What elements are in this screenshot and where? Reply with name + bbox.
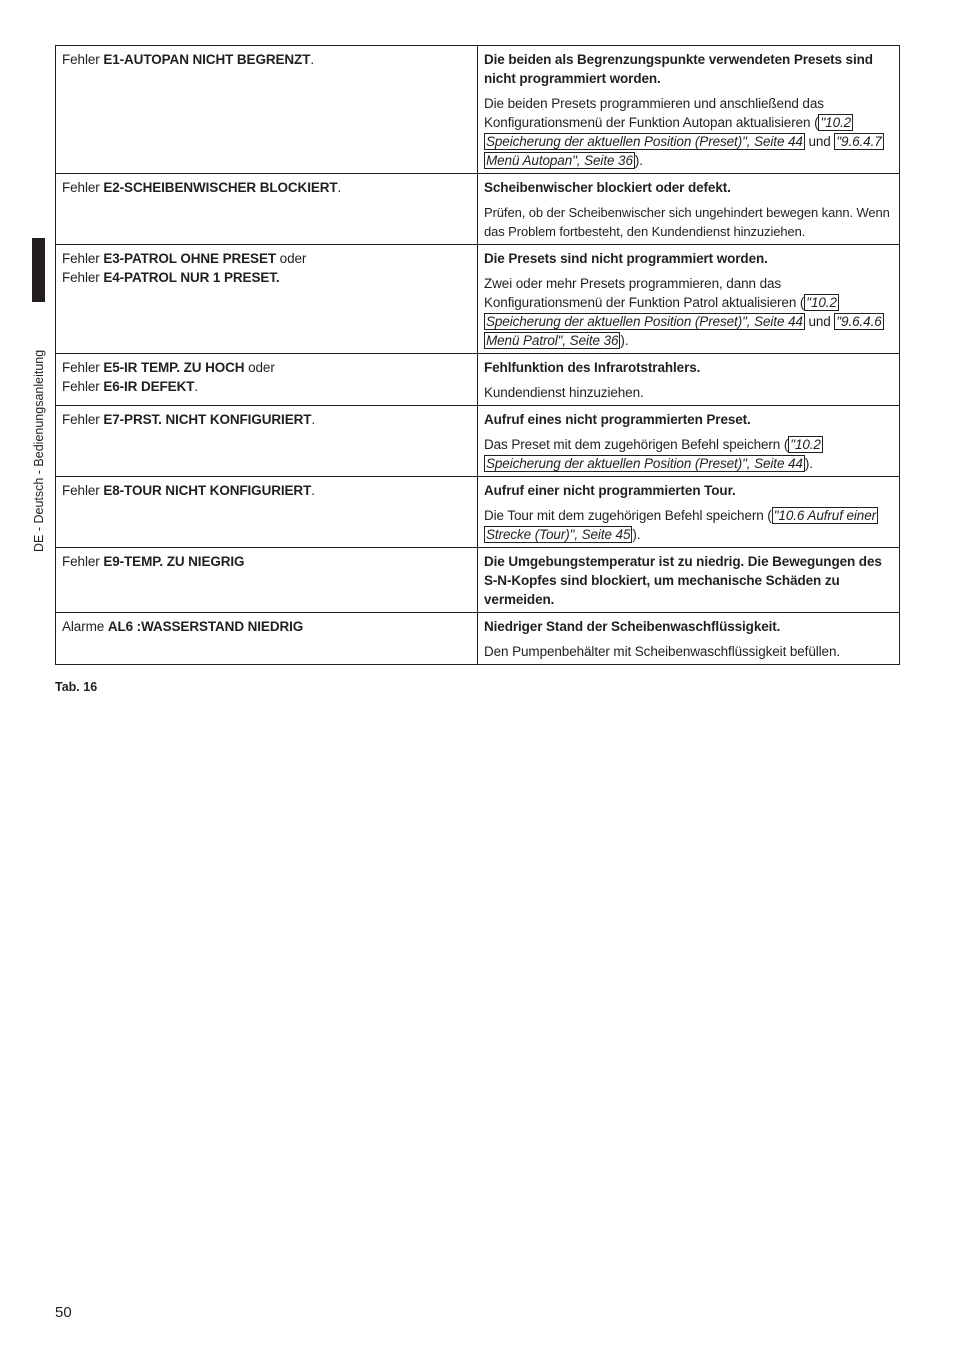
cross-reference-link[interactable]: "10.2 Speicherung der aktuellen Position (Preset)", Seite 44 xyxy=(486,437,821,471)
error-code-line xyxy=(62,377,471,396)
table-row xyxy=(56,613,900,665)
remedy-text xyxy=(484,506,893,544)
cause-title: Aufruf eines nicht programmierten Preset. xyxy=(484,412,751,427)
alarm-code: AL6 :WASSERSTAND NIEDRIG xyxy=(107,619,304,634)
remedy-text-part: ). xyxy=(804,456,813,471)
error-suffix: oder xyxy=(244,360,275,375)
remedy-text xyxy=(484,274,893,350)
error-prefix: Fehler xyxy=(62,52,104,67)
remedy-text: Den Pumpenbehälter mit Scheibenwaschflüssigkeit befüllen. xyxy=(484,644,841,659)
cause-title: Aufruf einer nicht programmierten Tour. xyxy=(484,483,736,498)
cross-reference-link[interactable]: "9.6.4.7 Menü Autopan", Seite 36 xyxy=(486,134,882,168)
cross-reference-link[interactable]: "10.2 Speicherung der aktuellen Position (Preset)", Seite 44 xyxy=(486,115,852,149)
error-code-line xyxy=(62,552,471,571)
cause-title: Die beiden als Begrenzungspunkte verwendeten Presets sind nicht programmiert worden. xyxy=(484,52,873,86)
remedy-text-part: und xyxy=(804,314,835,329)
error-code-line xyxy=(62,617,471,636)
error-code-cell xyxy=(56,354,478,406)
error-code-line xyxy=(62,268,471,287)
page-number: 50 xyxy=(55,1304,72,1321)
error-code: E2-SCHEIBENWISCHER BLOCKIERT xyxy=(103,180,338,195)
cause-remedy-cell xyxy=(478,548,900,613)
table-row xyxy=(56,354,900,406)
cause-remedy-cell xyxy=(478,477,900,548)
alarm-prefix: Alarme xyxy=(62,619,108,634)
table-row xyxy=(56,245,900,354)
error-suffix: . xyxy=(194,379,199,394)
error-code-cell xyxy=(56,613,478,665)
remedy-text-part: ). xyxy=(620,333,629,348)
error-code: E8-TOUR NICHT KONFIGURIERT xyxy=(103,483,312,498)
error-code-line xyxy=(62,410,471,429)
error-code-line xyxy=(62,50,471,69)
remedy-text: Kundendienst hinzuziehen. xyxy=(484,385,644,400)
error-code-line xyxy=(62,249,471,268)
error-prefix: Fehler xyxy=(62,483,104,498)
table-row xyxy=(56,406,900,477)
cause-title: Die Presets sind nicht programmiert worden. xyxy=(484,251,768,266)
remedy-text-part: und xyxy=(804,134,835,149)
error-code-line xyxy=(62,178,471,197)
remedy-text-part: Zwei oder mehr Presets programmieren, dann das Konfigurationsmenü der Funktion Patrol aktualisieren ( xyxy=(484,276,805,310)
error-prefix: Fehler xyxy=(62,379,104,394)
error-code-cell xyxy=(56,46,478,174)
error-code-cell xyxy=(56,548,478,613)
cause-title: Scheibenwischer blockiert oder defekt. xyxy=(484,180,731,195)
section-tab-marker xyxy=(32,238,45,302)
error-table xyxy=(55,45,900,665)
remedy-text-part: ). xyxy=(634,153,643,168)
error-code: E4-PATROL NUR 1 PRESET. xyxy=(103,270,280,285)
table-row xyxy=(56,174,900,245)
error-code: E1-AUTOPAN NICHT BEGRENZT xyxy=(103,52,311,67)
remedy-text-part: Das Preset mit dem zugehörigen Befehl speichern ( xyxy=(484,437,789,452)
cause-remedy-cell xyxy=(478,46,900,174)
error-code: E5-IR TEMP. ZU HOCH xyxy=(103,360,245,375)
remedy-text xyxy=(484,435,893,473)
cross-reference-link[interactable]: "9.6.4.6 Menü Patrol", Seite 36 xyxy=(486,314,882,348)
cause-title: Niedriger Stand der Scheibenwaschflüssigkeit. xyxy=(484,619,781,634)
error-suffix: . xyxy=(337,180,342,195)
remedy-text: Prüfen, ob der Scheibenwischer sich ungehindert bewegen kann. Wenn das Problem fortbesteht, den Kundendienst hinzuziehen. xyxy=(484,205,890,239)
remedy-text-part: ). xyxy=(632,527,641,542)
error-code-line xyxy=(62,358,471,377)
cause-remedy-cell xyxy=(478,245,900,354)
remedy-text xyxy=(484,94,893,170)
remedy-text-part: Die beiden Presets programmieren und anschließend das Konfigurationsmenü der Funktion Autopan aktualisieren ( xyxy=(484,96,824,130)
error-code-cell xyxy=(56,245,478,354)
error-suffix: . xyxy=(311,483,315,498)
page-content xyxy=(55,45,900,694)
cause-remedy-cell xyxy=(478,354,900,406)
error-prefix: Fehler xyxy=(62,554,104,569)
error-suffix: oder xyxy=(276,251,307,266)
table-row xyxy=(56,548,900,613)
cause-remedy-cell xyxy=(478,406,900,477)
table-row xyxy=(56,477,900,548)
error-code-line xyxy=(62,481,471,500)
error-code: E9-TEMP. ZU NIEGRIG xyxy=(103,554,245,569)
cross-reference-link[interactable]: "10.2 Speicherung der aktuellen Position (Preset)", Seite 44 xyxy=(486,295,837,329)
error-code-cell xyxy=(56,406,478,477)
cause-title: Fehlfunktion des Infrarotstrahlers. xyxy=(484,360,701,375)
error-code-cell xyxy=(56,174,478,245)
error-prefix: Fehler xyxy=(62,251,104,266)
section-tab-label: DE - Deutsch - Bedienungsanleitung xyxy=(32,349,46,552)
error-prefix: Fehler xyxy=(62,360,104,375)
error-code-cell xyxy=(56,477,478,548)
cause-remedy-cell xyxy=(478,613,900,665)
error-prefix: Fehler xyxy=(62,412,104,427)
cross-reference-link[interactable]: "10.6 Aufruf einer Strecke (Tour)", Seite 45 xyxy=(486,508,877,542)
table-caption: Tab. 16 xyxy=(55,680,98,694)
error-code: E6-IR DEFEKT xyxy=(103,379,195,394)
error-prefix: Fehler xyxy=(62,270,104,285)
table-row xyxy=(56,46,900,174)
error-suffix: . xyxy=(310,52,314,67)
error-code: E7-PRST. NICHT KONFIGURIERT xyxy=(103,412,312,427)
error-suffix: . xyxy=(311,412,316,427)
error-prefix: Fehler xyxy=(62,180,104,195)
cause-remedy-cell xyxy=(478,174,900,245)
error-code: E3-PATROL OHNE PRESET xyxy=(103,251,277,266)
remedy-text-part: Die Tour mit dem zugehörigen Befehl speichern ( xyxy=(484,508,772,523)
cause-title: Die Umgebungstemperatur ist zu niedrig. Die Bewegungen des S-N-Kopfes sind blockiert, um mechanische Schäden zu vermeiden. xyxy=(484,554,882,607)
